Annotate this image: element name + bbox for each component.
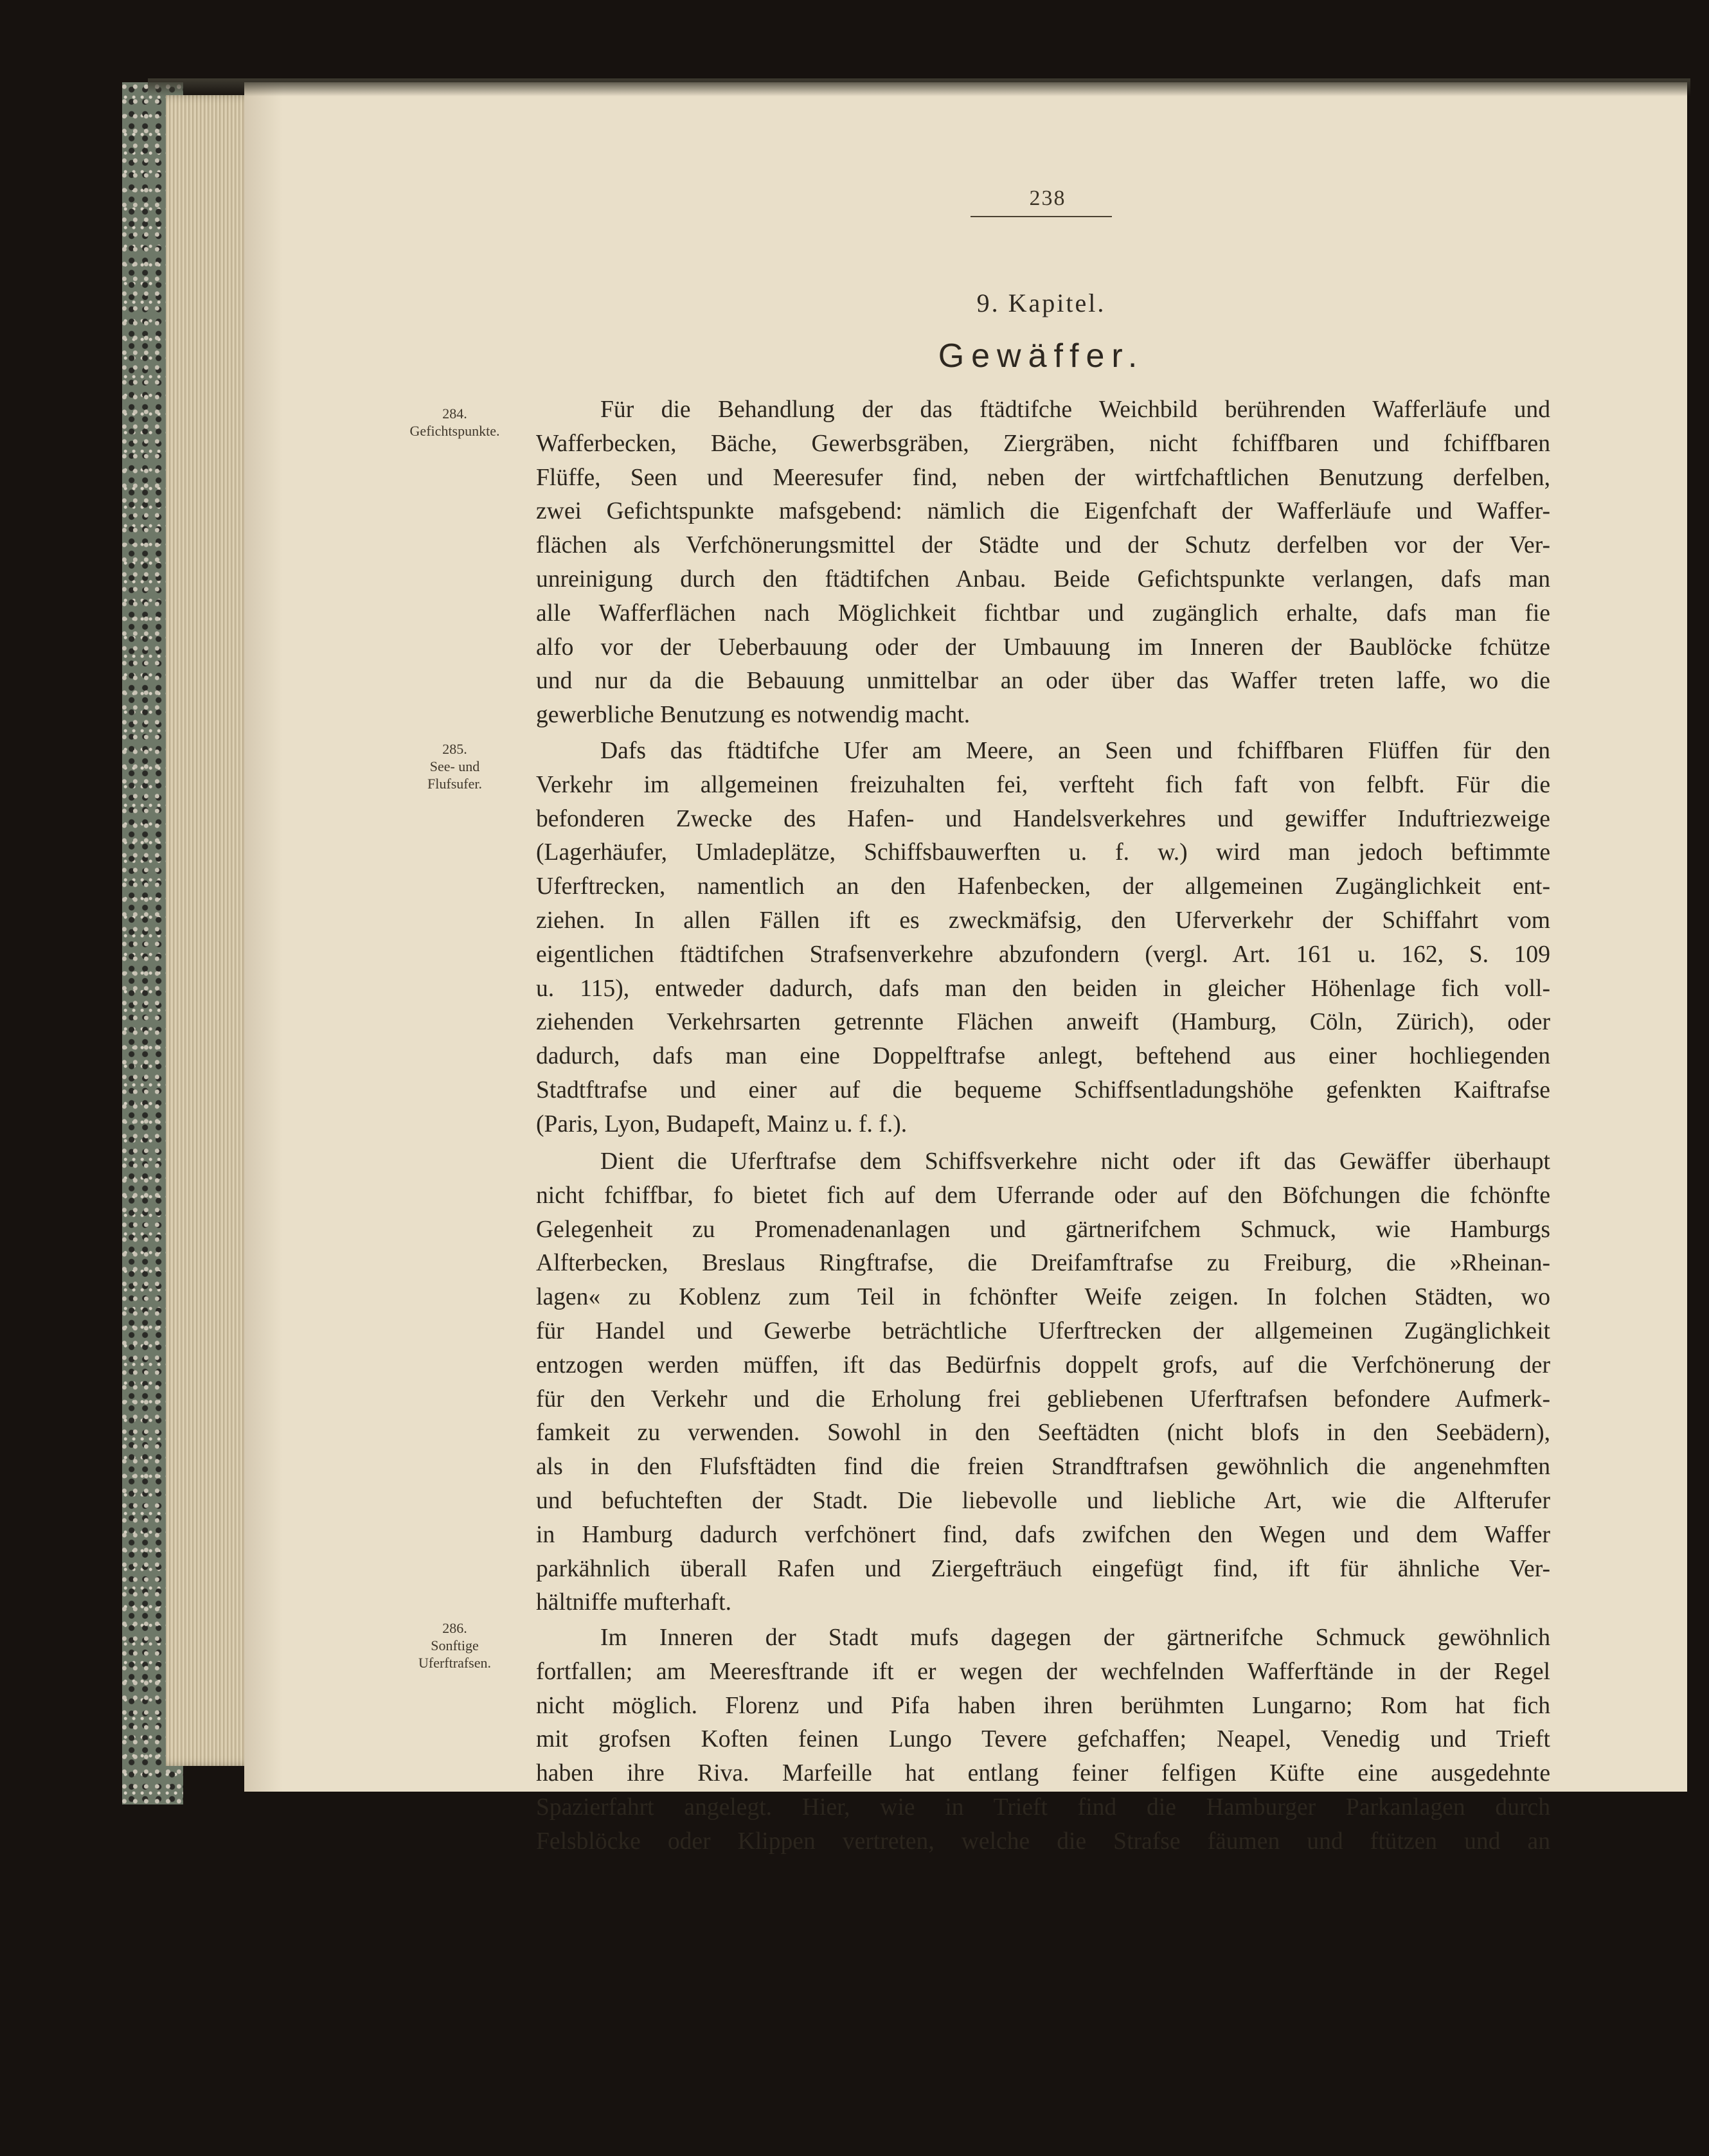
text-line: ziehenden Verkehrsarten getrennte Flächen anweift (Hamburg, Cöln, Zürich), oder [536,1009,1550,1036]
text-line: Für die Behandlung der das ftädtifche Weichbild berührenden Wafferläufe und [600,396,1550,423]
text-line: fortfallen; am Meeresftrande ift er wegen der wechfelnden Wafferftände in der Regel [536,1658,1550,1685]
margin-note-line: See- und [429,758,480,774]
text-line: nicht fchiffbar, fo bietet fich auf dem Uferrande oder auf den Böfchungen die fchönfte [536,1182,1550,1209]
text-line: und befuchteften der Stadt. Die liebevolle und liebliche Art, wie die Alfterufer [536,1487,1550,1514]
text-line: Uferftrecken, namentlich an den Hafenbecken, der allgemeinen Zugänglichkeit ent- [536,873,1550,900]
text-line: flächen als Verfchönerungsmittel der Städte und der Schutz derfelben vor der Ver- [536,532,1550,559]
text-line: Alfterbecken, Breslaus Ringftrafse, die Dreifamftrafse zu Freiburg, die »Rheinan- [536,1250,1550,1277]
text-line: ziehen. In allen Fällen ift es zweckmäfsig, den Uferverkehr der Schiffahrt vom [536,907,1550,934]
text-line: für Handel und Gewerbe beträchtliche Uferftrecken der allgemeinen Zugänglichkeit [536,1317,1550,1344]
text-line: haben ihre Riva. Marfeille hat entlang feiner felfigen Küfte eine ausgedehnte [536,1760,1550,1787]
text-line: Felsblöcke oder Klippen vertreten, welche die Strafse fäumen und ftützen und an [536,1828,1550,1855]
text-line: parkähnlich überall Rafen und Ziergefträuch eingefügt find, ift für ähnliche Ver- [536,1555,1550,1582]
paragraph-2 [536,735,1550,1142]
margin-note-line: Gefichtspunkte. [409,423,500,439]
text-line: Dafs das ftädtifche Ufer am Meere, an Seen und fchiffbaren Flüffen für den [600,738,1550,764]
margin-note-number: 285. [442,741,467,757]
text-line: eigentlichen ftädtifchen Strafsenverkehre abzufondern (vergl. Art. 161 u. 162, S. 109 [536,941,1550,968]
paragraph-4 [536,1621,1550,1859]
text-line: in Hamburg dadurch verfchönert find, dafs zwifchen den Wegen und dem Waffer [536,1521,1550,1548]
text-line: entzogen werden müffen, ift das Bedürfnis doppelt grofs, auf die Verfchönerung der [536,1351,1550,1378]
text-line: dadurch, dafs man eine Doppelftrafse anlegt, beftehend aus einer hochliegenden [536,1043,1550,1070]
margin-note-284 [386,405,524,440]
text-line: Spazierfahrt angelegt. Hier, wie in Trieft find die Hamburger Parkanlagen durch [536,1794,1550,1821]
text-line: unreinigung durch den ftädtifchen Anbau. Beide Gefichtspunkte verlangen, dafs man [536,566,1550,592]
paragraph-3 [536,1145,1550,1620]
text-line: alfo vor der Ueberbauung oder der Umbauung im Inneren der Baublöcke fchütze [536,634,1550,661]
margin-note-number: 286. [442,1620,467,1636]
page-stack [166,95,256,1766]
text-line: famkeit zu verwenden. Sowohl in den Seeftädten (nicht blofs in den Seebädern), [536,1420,1550,1447]
text-line: mit grofsen Koften feinen Lungo Tevere gefchaffen; Neapel, Venedig und Trieft [536,1726,1550,1753]
text-line: gewerbliche Benutzung es notwendig macht. [536,702,971,729]
margin-note-line: Flufsufer. [427,776,482,792]
text-line: Verkehr im allgemeinen freizuhalten fei, verfteht fich faft von felbft. Für die [536,771,1550,798]
text-line: für den Verkehr und die Erholung frei gebliebenen Uferftrafsen befondere Aufmerk- [536,1385,1550,1412]
text-line: Dient die Uferftrafse dem Schiffsverkehre nicht oder ift das Gewäffer überhaupt [600,1148,1550,1175]
page-shadow [148,78,1690,96]
margin-note-number: 284. [442,405,467,422]
chapter-title: Gewäffer. [938,337,1145,375]
text-line: nicht möglich. Florenz und Pifa haben ihren berühmten Lungarno; Rom hat fich [536,1692,1550,1719]
text-line: u. 115), entweder dadurch, dafs man den beiden in gleicher Höhenlage fich voll- [536,975,1550,1002]
margin-note-line: Uferftrafsen. [418,1655,491,1671]
chapter-heading: 9. Kapitel. [976,289,1106,317]
text-line: zwei Gefichtspunkte mafsgebend: nämlich die Eigenfchaft der Wafferläufe und Waffer- [536,498,1550,525]
page-number-rule [971,216,1112,217]
margin-note-285 [386,740,524,792]
text-line: (Lagerhäufer, Umladeplätze, Schiffsbauwerften u. f. w.) wird man jedoch beftimmte [536,839,1550,866]
page-number: 238 [1029,186,1066,210]
text-line: Flüffe, Seen und Meeresufer find, neben der wirtfchaftlichen Benutzung derfelben, [536,464,1550,491]
margin-note-286 [386,1619,524,1671]
text-line: und nur da die Bebauung unmittelbar an oder über das Waffer treten laffe, wo die [536,668,1550,695]
text-line: als in den Flufsftädten find die freien Strandftrafsen gewöhnlich die angenehmften [536,1454,1550,1481]
text-line: hältniffe mufterhaft. [536,1589,731,1616]
margin-note-line: Sonftige [431,1637,479,1653]
text-line: Gelegenheit zu Promenadenanlagen und gärtnerifchem Schmuck, wie Hamburgs [536,1216,1550,1243]
text-line: Im Inneren der Stadt mufs dagegen der gärtnerifche Schmuck gewöhnlich [600,1625,1550,1651]
text-line: lagen« zu Koblenz zum Teil in fchönfter Weife zeigen. In folchen Städten, wo [536,1284,1550,1311]
paragraph-1 [536,393,1550,733]
text-line: alle Wafferflächen nach Möglichkeit fichtbar und zugänglich erhalte, dafs man fie [536,600,1550,627]
text-line: (Paris, Lyon, Budapeft, Mainz u. f. f.). [536,1110,908,1137]
text-line: befonderen Zwecke des Hafen- und Handelsverkehres und gewiffer Induftriezweige [536,805,1550,832]
text-line: Wafferbecken, Bäche, Gewerbsgräben, Ziergräben, nicht fchiffbaren und fchiffbaren [536,430,1550,457]
text-line: Stadtftrafse und einer auf die bequeme Schiffsentladungshöhe gefenkten Kaiftrafse [536,1076,1550,1103]
